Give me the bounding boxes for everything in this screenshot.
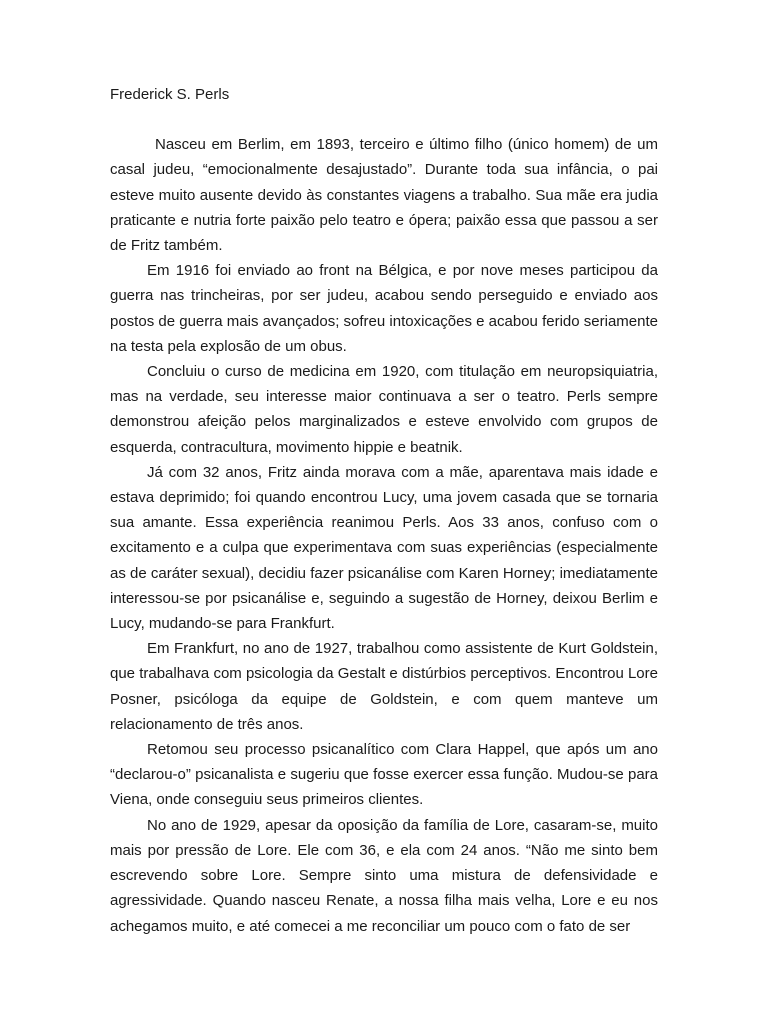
document-page — [110, 82, 658, 939]
paragraph-3: Concluiu o curso de medicina em 1920, com titulação em neuropsiquiatria, mas na verdade, seu interesse maior continuava a ser o teatro. Perls sempre demonstrou afeição pelos marginalizados e esteve envolvido com grupos de esquerda, contracultura, movimento hippie e beatnik. — [110, 363, 658, 456]
paragraph-1: Nasceu em Berlim, em 1893, terceiro e último filho (único homem) de um casal judeu, “emocionalmente desajustado”. Durante toda sua infância, o pai esteve muito ausente devido às constantes viagens a trabalho. Sua mãe era judia praticante e nutria forte paixão pelo teatro e ópera; paixão essa que passou a ser de Fritz também. — [110, 136, 658, 255]
paragraph-7: No ano de 1929, apesar da oposição da família de Lore, casaram-se, muito mais por pressão de Lore. Ele com 36, e ela com 24 anos. “Não me sinto bem escrevendo sobre Lore. Sempre sinto uma mistura de defensividade e agressividade. Quando nasceu Renate, a nossa filha mais velha, Lore e eu nos achegamos muito, e até comecei a me reconciliar um pouco com o fato de ser — [110, 816, 658, 935]
paragraph-4: Já com 32 anos, Fritz ainda morava com a mãe, aparentava mais idade e estava deprimido; foi quando encontrou Lucy, uma jovem casada que se tornaria sua amante. Essa experiência reanimou Perls. Aos 33 anos, confuso com o excitamento e a culpa que experimentava com suas experiências (especialmente as de caráter sexual), decidiu fazer psicanálise com Karen Horney; imediatamente interessou-se por psicanálise e, seguindo a sugestão de Horney, deixou Berlim e Lucy, mudando-se para Frankfurt. — [110, 463, 658, 633]
document-title: Frederick S. Perls — [110, 86, 230, 103]
paragraph-5: Em Frankfurt, no ano de 1927, trabalhou como assistente de Kurt Goldstein, que trabalhava com psicologia da Gestalt e distúrbios perceptivos. Encontrou Lore Posner, psicóloga da equipe de Goldstein, e com quem manteve um relacionamento de três anos. — [110, 640, 658, 733]
paragraph-2: Em 1916 foi enviado ao front na Bélgica, e por nove meses participou da guerra nas trincheiras, por ser judeu, acabou sendo perseguido e enviado aos postos de guerra mais avançados; sofreu intoxicações e acabou ferido seriamente na testa pela explosão de um obus. — [110, 262, 658, 355]
paragraph-6: Retomou seu processo psicanalítico com Clara Happel, que após um ano “declarou-o” psicanalista e sugeriu que fosse exercer essa função. Mudou-se para Viena, onde conseguiu seus primeiros clientes. — [110, 741, 658, 809]
